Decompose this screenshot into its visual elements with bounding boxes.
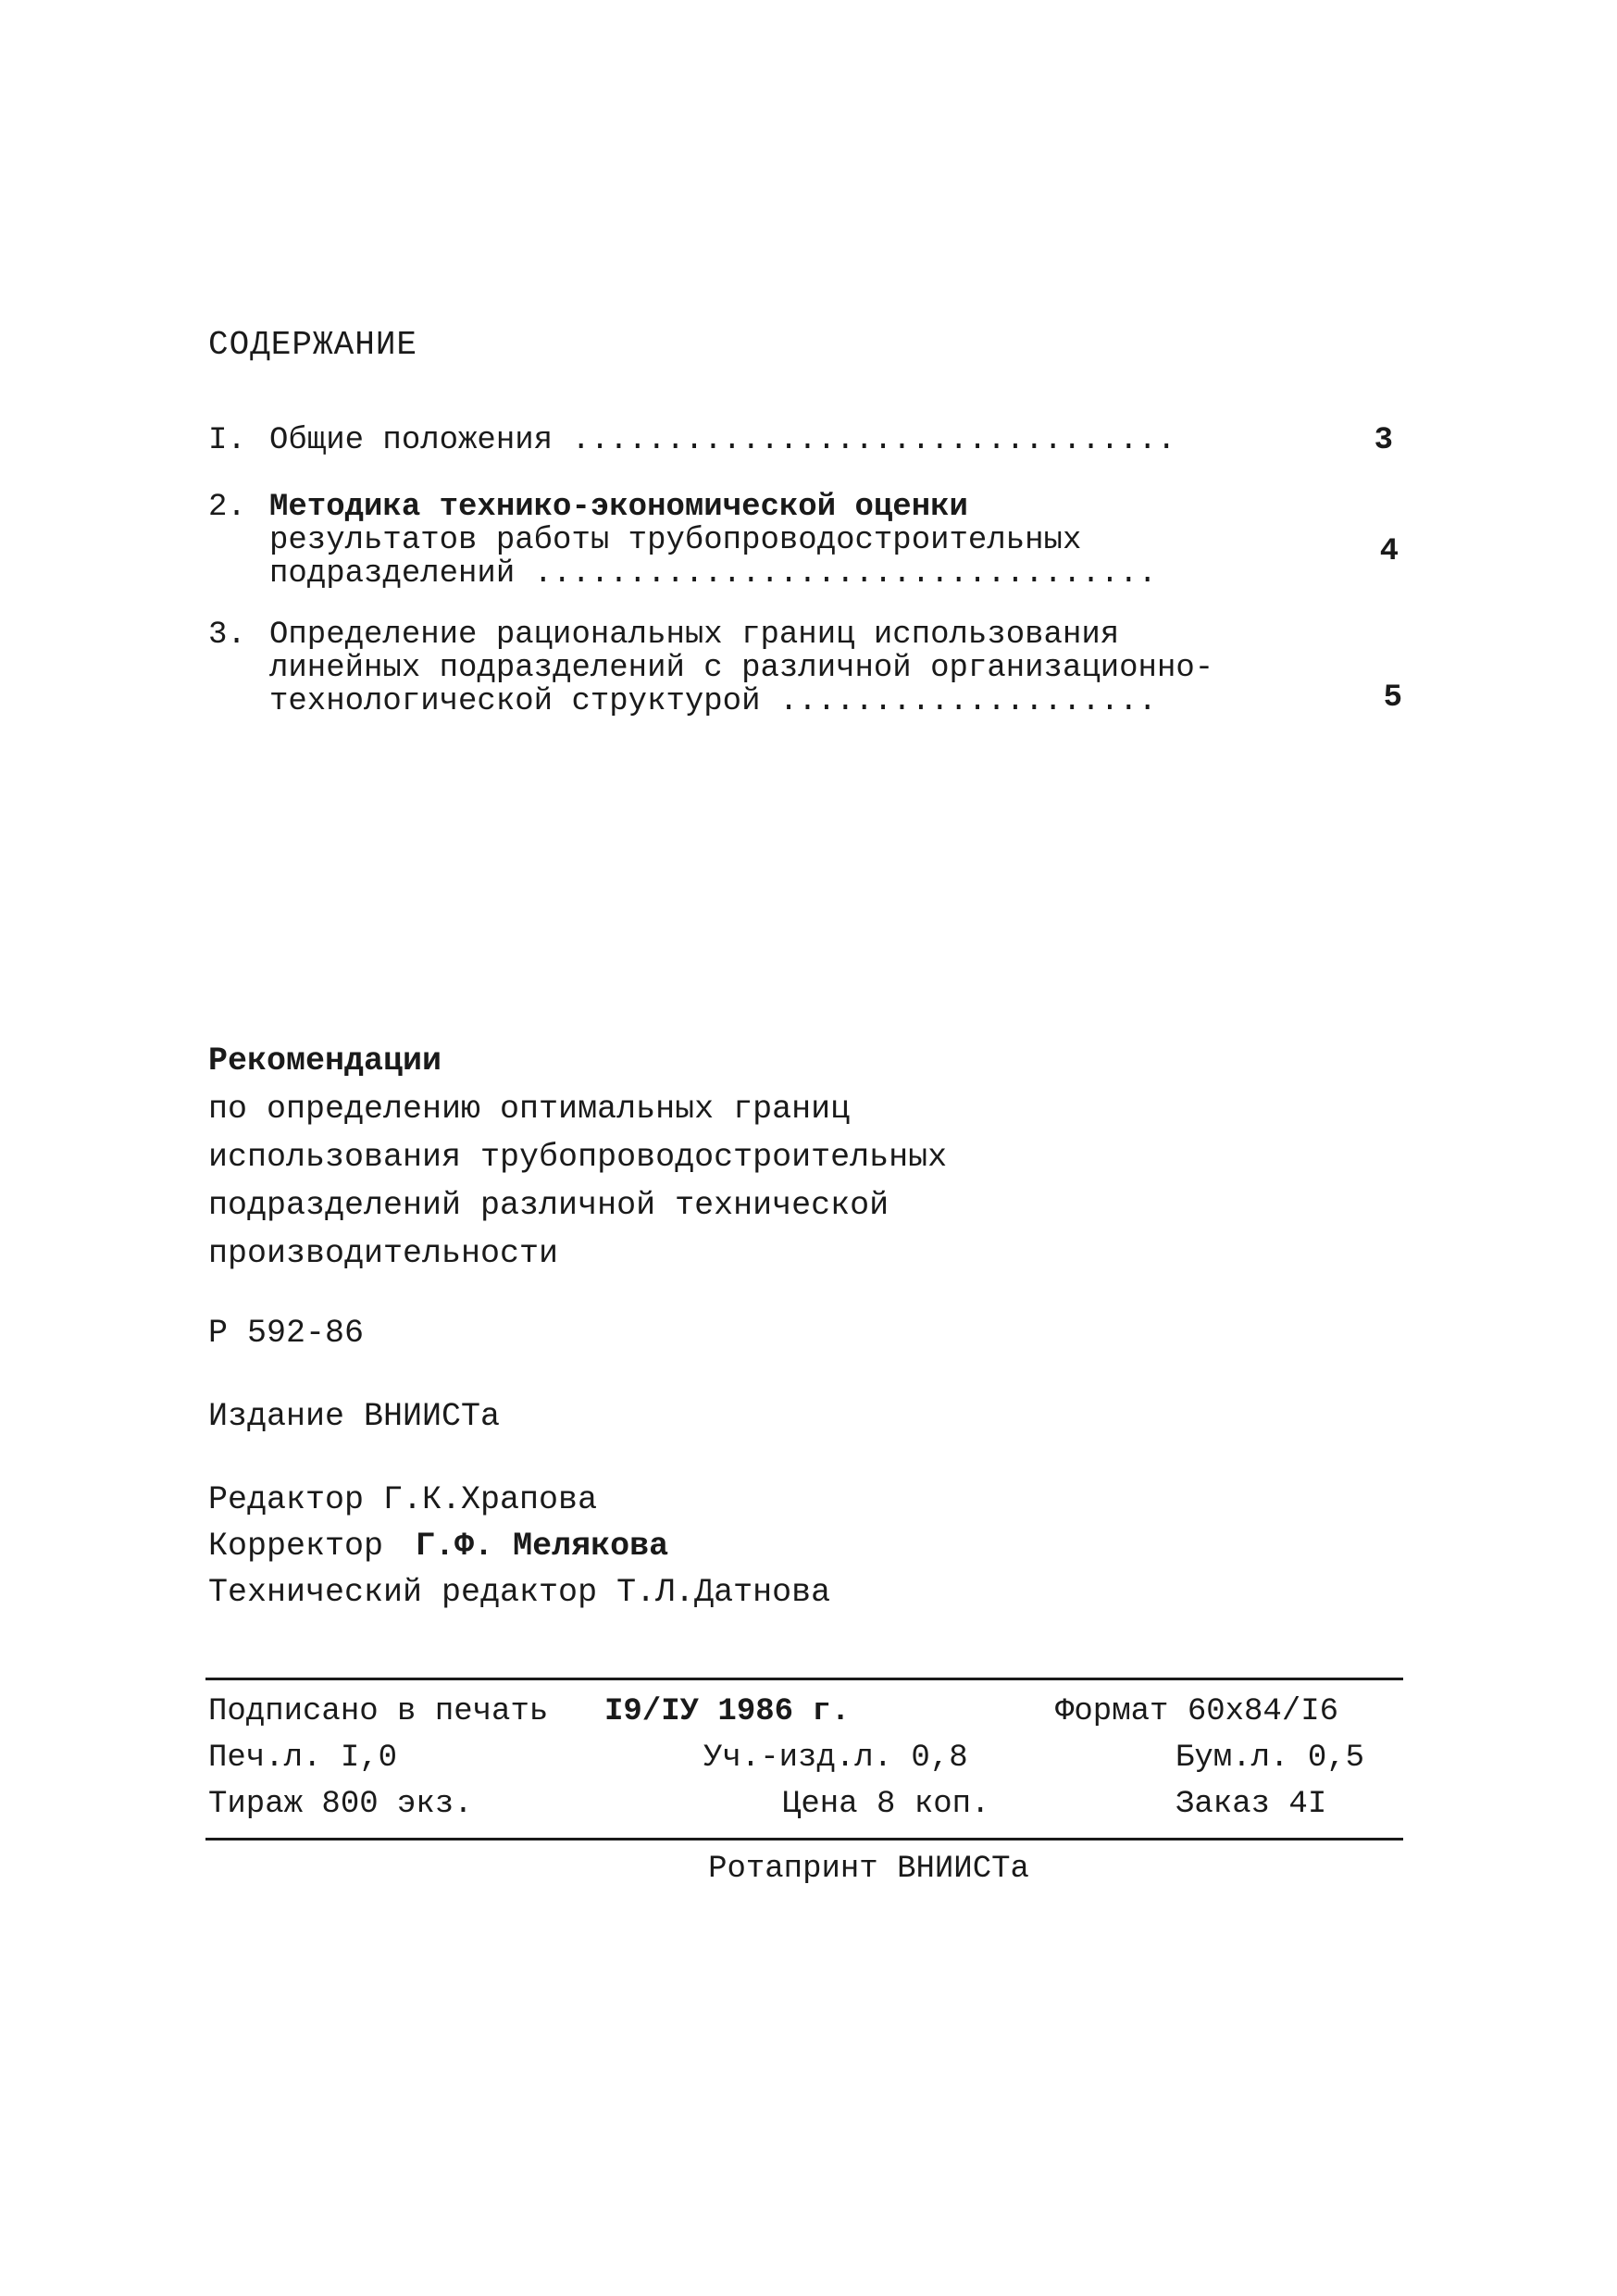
- imprint-bottom-rule: [205, 1838, 1403, 1841]
- toc-entry-line: подразделений .................................: [269, 556, 1157, 592]
- publication-title-line: по определению оптимальных границ: [208, 1091, 851, 1128]
- imprint-date: I9/IУ 1986 г.: [604, 1694, 851, 1729]
- document-code: Р 592-86: [208, 1315, 365, 1352]
- imprint-format: Формат 60х84/I6: [1055, 1694, 1339, 1729]
- toc-entry-line: результатов работы трубопроводостроительных: [269, 523, 1082, 558]
- publication-title-line: Рекомендации: [208, 1042, 442, 1079]
- publication-title-line: производительности: [208, 1235, 559, 1272]
- toc-entry-line: линейных подразделений с различной организационно-: [269, 651, 1214, 686]
- corrector-credit: [208, 1523, 830, 1569]
- corrector-name: Г.Ф. Мелякова: [416, 1528, 669, 1565]
- toc-entry-page: 3: [1374, 423, 1393, 458]
- imprint-price: Цена 8 коп.: [782, 1787, 990, 1822]
- toc-entry-line: Методика технико-экономической оценки: [269, 490, 968, 525]
- toc-entry-page: 5: [1383, 680, 1402, 716]
- toc-entry-number: 2.: [208, 490, 246, 525]
- editor-credit: Редактор Г.К.Храпова: [208, 1481, 598, 1518]
- toc-entry-line: технологической структурой ....................: [269, 684, 1157, 719]
- imprint-order: Заказ 4I: [1175, 1787, 1327, 1822]
- edition-line: Издание ВНИИСТа: [208, 1398, 501, 1435]
- imprint-run: Тираж 800 экз.: [208, 1787, 473, 1822]
- imprint-signed: Подписано в печать: [208, 1694, 549, 1729]
- toc-entry-text: [269, 424, 1287, 457]
- toc-entry-number: 3.: [208, 618, 246, 653]
- toc-entry-page: 4: [1379, 534, 1399, 569]
- corrector-label: Корректор: [208, 1528, 384, 1565]
- toc-entry-line: Определение рациональных границ использования: [269, 618, 1120, 653]
- toc-entry-text: [269, 618, 1287, 718]
- imprint-pub-sheets: Уч.-изд.л. 0,8: [703, 1741, 968, 1776]
- tech-editor-credit: Технический редактор Т.Л.Датнова: [208, 1574, 831, 1611]
- imprint-paper-sheets: Бум.л. 0,5: [1175, 1741, 1365, 1776]
- publication-title: [208, 1037, 947, 1278]
- toc-entry-number: I.: [208, 423, 246, 458]
- toc-entry-text: [269, 491, 1287, 591]
- toc-entry-line: Общие положения ................................: [269, 423, 1176, 458]
- contents-title: СОДЕРЖАНИЕ: [208, 326, 418, 364]
- publication-title-line: подразделений различной технической: [208, 1187, 889, 1224]
- imprint-top-rule: [205, 1678, 1403, 1680]
- printer-line: Ротапринт ВНИИСТа: [708, 1852, 1029, 1887]
- staff-credits: [208, 1477, 830, 1616]
- imprint-print-sheets: Печ.л. I,0: [208, 1741, 398, 1776]
- publication-title-line: использования трубопроводостроительных: [208, 1139, 948, 1176]
